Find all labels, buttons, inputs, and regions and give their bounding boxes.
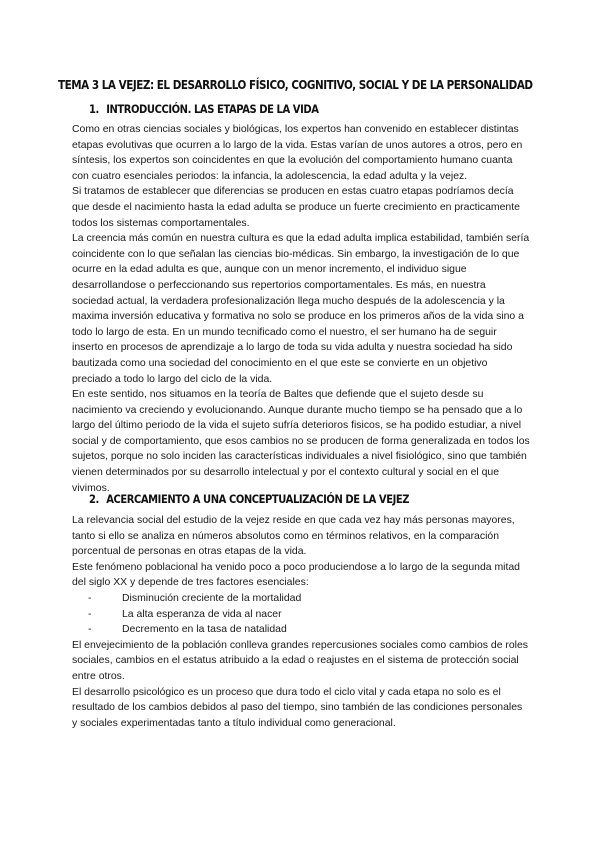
paragraph: El envejecimiento de la población conlleva grandes repercusiones sociales como cambios de roles sociales, cambios en el estatus atribuido a la edad o reajustes en el sistema de protección social entre otros. bbox=[72, 639, 529, 682]
paragraph: Si tratamos de establecer que diferencias se producen en estas cuatro etapas podríamos decía que desde el nacimiento hasta la edad adulta se produce un fuerte crecimiento en practicamente todos los sistemas comportamentales. bbox=[72, 186, 520, 229]
list-item-text: La alta esperanza de vida al nacer bbox=[122, 608, 282, 620]
section-1-number: 1. bbox=[89, 102, 99, 116]
paragraph: Como en otras ciencias sociales y biológicas, los expertos han convenido en establecer distintas etapas evolutivas que ocurren a lo largo de la vida. Estas varían de unos autores a otros, pero en síntesis, los expertos son coincidentes en que la evolución del comportamiento humano cuanta con cuatro esenciales periodos: la infancia, la adolescencia, la edad adulta y la vejez. bbox=[72, 124, 523, 182]
section-1-heading bbox=[89, 102, 319, 116]
section-2-body bbox=[72, 513, 530, 731]
paragraph: El desarrollo psicológico es un proceso que dura todo el ciclo vital y cada etapa no solo es el resultado de los cambios debidos al paso del tiempo, sino también de las condiciones personales y sociales experimentadas tanto a título individual como generacional. bbox=[72, 686, 523, 729]
document-title: TEMA 3 LA VEJEZ: EL DESARROLLO FÍSICO, COGNITIVO, SOCIAL Y DE LA PERSONALIDAD bbox=[58, 78, 533, 92]
paragraph: Este fenómeno poblacional ha venido poco a poco produciendose a lo largo de la segunda mitad del siglo XX y depende de tres factores esenciales: bbox=[72, 561, 520, 589]
list-item-text: Decremento en la tasa de natalidad bbox=[122, 624, 287, 636]
list-item bbox=[88, 607, 530, 623]
list-bullet: - bbox=[88, 624, 92, 636]
paragraph: La creencia más común en nuestra cultura es que la edad adulta implica estabilidad, también sería coincidente con lo que señalan las ciencias bio-médicas. Sin embargo, la investigación de lo que ocurre en la edad adulta es que, aunque con un menor incremento, el individuo sigue desarrollandose o perfeccionando sus repertorios comportamentales. Es más, en nuestra sociedad actual, la verdadera profesionalización llega mucho después de la adolescencia y la maxima inversión educativa y formativa no solo se produce en los primeros años de la vida sino a todo lo largo de esta. En un mundo tecnificado como el nuestro, el ser humano ha de seguir inserto en procesos de aprendizaje a lo largo de toda su vida adulta y nuestra sociedad ha sido bautizada como una sociedad del conocimiento en el que este se convierte en un objetivo preciado a todo lo largo del ciclo de la vida. bbox=[72, 233, 530, 385]
list-item-text: Disminución creciente de la mortalidad bbox=[122, 592, 302, 604]
paragraph: En este sentido, nos situamos en la teoría de Baltes que defiende que el sujeto desde su nacimiento va creciendo y evolucionando. Aunque durante mucho tiempo se ha pensado que a lo largo del último periodo de la vida el sujeto sufría deterioros fisicos, se ha podido estudiar, a nivel social y de comportamiento, que esos cambios no se producen de forma generalizada en todos los sujetos, porque no solo inciden las características individuales a nivel fisiológico, sino que también vienen determinados por su desarrollo intelectual y por el contexto cultural y social en el que vivimos. bbox=[72, 389, 530, 494]
section-2-heading bbox=[89, 492, 409, 506]
list-item bbox=[88, 591, 530, 607]
factor-list bbox=[72, 591, 530, 638]
list-item bbox=[88, 622, 530, 638]
section-1-title: INTRODUCCIÓN. LAS ETAPAS DE LA VIDA bbox=[106, 102, 319, 116]
section-2-number: 2. bbox=[89, 492, 99, 506]
section-1-body bbox=[72, 122, 530, 496]
section-2-title: ACERCAMIENTO A UNA CONCEPTUALIZACIÓN DE LA VEJEZ bbox=[106, 492, 410, 506]
list-bullet: - bbox=[88, 592, 92, 604]
paragraph: La relevancia social del estudio de la vejez reside en que cada vez hay más personas mayores, tanto si ello se analiza en números absolutos como en términos relativos, en la comparación porcentual de personas en otras etapas de la vida. bbox=[72, 515, 515, 558]
list-bullet: - bbox=[88, 608, 92, 620]
